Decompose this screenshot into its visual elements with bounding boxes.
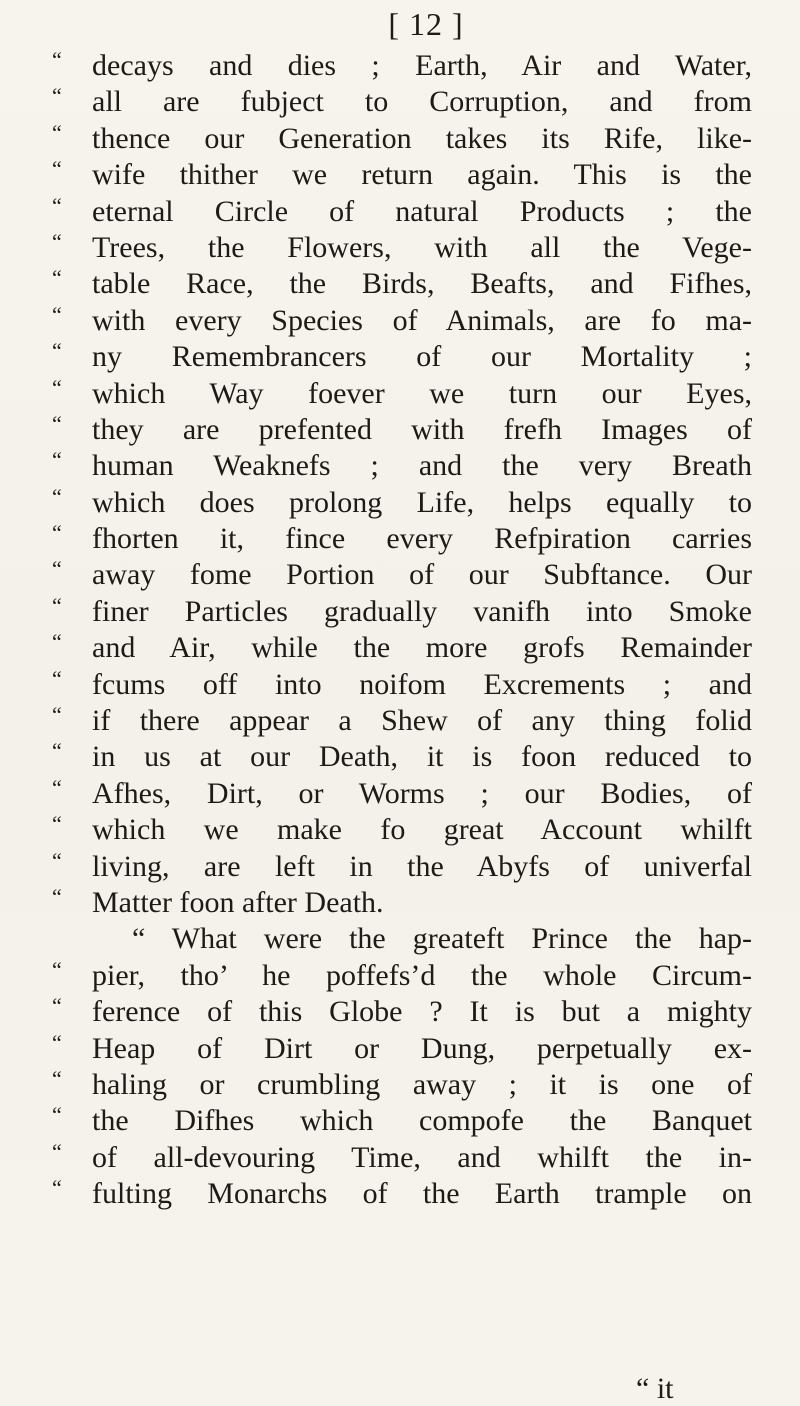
line-text: of all-devouring Time, and whilft the in- xyxy=(92,1140,752,1174)
line-text: fhorten it, fince every Refpiration carries xyxy=(92,522,752,556)
text-line xyxy=(52,1031,752,1067)
line-text: which we make fo great Account whilft xyxy=(92,813,752,847)
line-text: in us at our Death, it is foon reduced to xyxy=(92,740,752,774)
catchword: “ it xyxy=(636,1372,674,1405)
text-line xyxy=(52,485,752,521)
line-text: ference of this Globe ? It is but a mighty xyxy=(92,995,752,1029)
quote-mark: “ xyxy=(52,338,62,364)
quote-mark: “ xyxy=(52,702,62,728)
text-line xyxy=(52,303,752,339)
quote-mark: “ xyxy=(52,738,62,764)
line-text: “ What were the greateft Prince the hap- xyxy=(132,922,752,956)
text-line xyxy=(52,339,752,375)
quote-mark: “ xyxy=(52,556,62,582)
text-line xyxy=(52,958,752,994)
text-line xyxy=(52,594,752,630)
text-line xyxy=(52,630,752,666)
text-line xyxy=(52,994,752,1030)
text-line xyxy=(52,739,752,775)
text-line xyxy=(52,266,752,302)
text-line xyxy=(52,448,752,484)
text-line xyxy=(52,48,752,84)
quote-mark: “ xyxy=(52,993,62,1019)
quote-mark: “ xyxy=(52,847,62,873)
line-text: Trees, the Flowers, with all the Vege- xyxy=(92,230,752,264)
page-number xyxy=(388,6,463,42)
quote-mark: “ xyxy=(52,47,62,72)
line-text: Matter foon after Death. xyxy=(92,885,384,919)
text-line xyxy=(52,667,752,703)
line-text: living, are left in the Abyfs of univerfal xyxy=(92,849,752,883)
line-text: human Weaknefs ; and the very Breath xyxy=(92,449,752,483)
line-text: if there appear a Shew of any thing folid xyxy=(92,704,752,738)
text-line xyxy=(52,194,752,230)
line-text: ny Remembrancers of our Mortality ; xyxy=(92,340,752,374)
quote-mark: “ xyxy=(52,228,62,254)
text-line xyxy=(52,121,752,157)
quote-mark: “ xyxy=(52,1138,62,1164)
line-text: and Air, while the more grofs Remainder xyxy=(92,631,752,665)
quote-mark: “ xyxy=(52,374,62,400)
line-text: decays and dies ; Earth, Air and Water, xyxy=(92,49,752,82)
page-header xyxy=(0,4,800,44)
line-text: away fome Portion of our Subftance. Our xyxy=(92,558,752,592)
text-line xyxy=(52,849,752,885)
line-text: fcums off into noifom Excrements ; and xyxy=(92,667,752,701)
text-line xyxy=(52,921,752,957)
text-line xyxy=(52,812,752,848)
quote-mark: “ xyxy=(52,1029,62,1055)
text-line xyxy=(52,703,752,739)
quote-mark: “ xyxy=(52,1065,62,1091)
line-text: thence our Generation takes its Rife, like- xyxy=(92,121,752,155)
text-line xyxy=(52,1140,752,1176)
quote-mark: “ xyxy=(52,119,62,145)
quote-mark: “ xyxy=(52,629,62,655)
text-line xyxy=(52,1176,752,1212)
line-text: Afhes, Dirt, or Worms ; our Bodies, of xyxy=(92,776,752,810)
text-line xyxy=(52,776,752,812)
page-number-value: 12 xyxy=(409,6,443,42)
text-line xyxy=(52,230,752,266)
text-line xyxy=(52,1103,752,1139)
text-line xyxy=(52,376,752,412)
quote-mark: “ xyxy=(52,447,62,473)
quote-mark: “ xyxy=(52,811,62,837)
text-line xyxy=(52,557,752,593)
quote-mark: “ xyxy=(52,265,62,291)
line-text: pier, tho’ he poffefs’d the whole Circum- xyxy=(92,958,752,992)
quote-mark: “ xyxy=(52,520,62,546)
text-line xyxy=(52,84,752,120)
quote-mark: “ xyxy=(52,83,62,109)
line-text: eternal Circle of natural Products ; the xyxy=(92,194,752,228)
quote-mark: “ xyxy=(52,592,62,618)
quote-mark: “ xyxy=(52,192,62,218)
quote-mark: “ xyxy=(52,301,62,327)
quote-mark: “ xyxy=(52,1175,62,1201)
quote-mark: “ xyxy=(52,483,62,509)
line-text: which Way foever we turn our Eyes, xyxy=(92,376,752,410)
line-text: the Difhes which compofe the Banquet xyxy=(92,1104,752,1138)
line-text: table Race, the Birds, Beafts, and Fifhes, xyxy=(92,267,752,301)
text-line xyxy=(52,412,752,448)
line-text: Heap of Dirt or Dung, perpetually ex- xyxy=(92,1031,752,1065)
line-text: wife thither we return again. This is the xyxy=(92,158,752,192)
quote-mark: “ xyxy=(52,774,62,800)
bracket-close: ] xyxy=(452,6,464,42)
line-text: finer Particles gradually vanifh into Smoke xyxy=(92,594,752,628)
text-line xyxy=(52,1067,752,1103)
quote-mark: “ xyxy=(52,665,62,691)
quote-mark: “ xyxy=(52,1102,62,1128)
quote-mark: “ xyxy=(52,883,62,909)
quote-mark: “ xyxy=(52,956,62,982)
line-text: with every Species of Animals, are fo ma- xyxy=(92,303,752,337)
line-text: all are fubject to Corruption, and from xyxy=(92,85,752,119)
line-text: which does prolong Life, helps equally to xyxy=(92,485,752,519)
line-text: fulting Monarchs of the Earth trample on xyxy=(92,1177,752,1211)
line-text: they are prefented with frefh Images of xyxy=(92,412,752,446)
bracket-open: [ xyxy=(388,6,400,42)
body-text xyxy=(52,48,752,1213)
line-text: haling or crumbling away ; it is one of xyxy=(92,1067,752,1101)
quote-mark: “ xyxy=(52,156,62,182)
text-line xyxy=(52,521,752,557)
text-line xyxy=(52,885,752,921)
text-line xyxy=(52,157,752,193)
quote-mark: “ xyxy=(52,410,62,436)
